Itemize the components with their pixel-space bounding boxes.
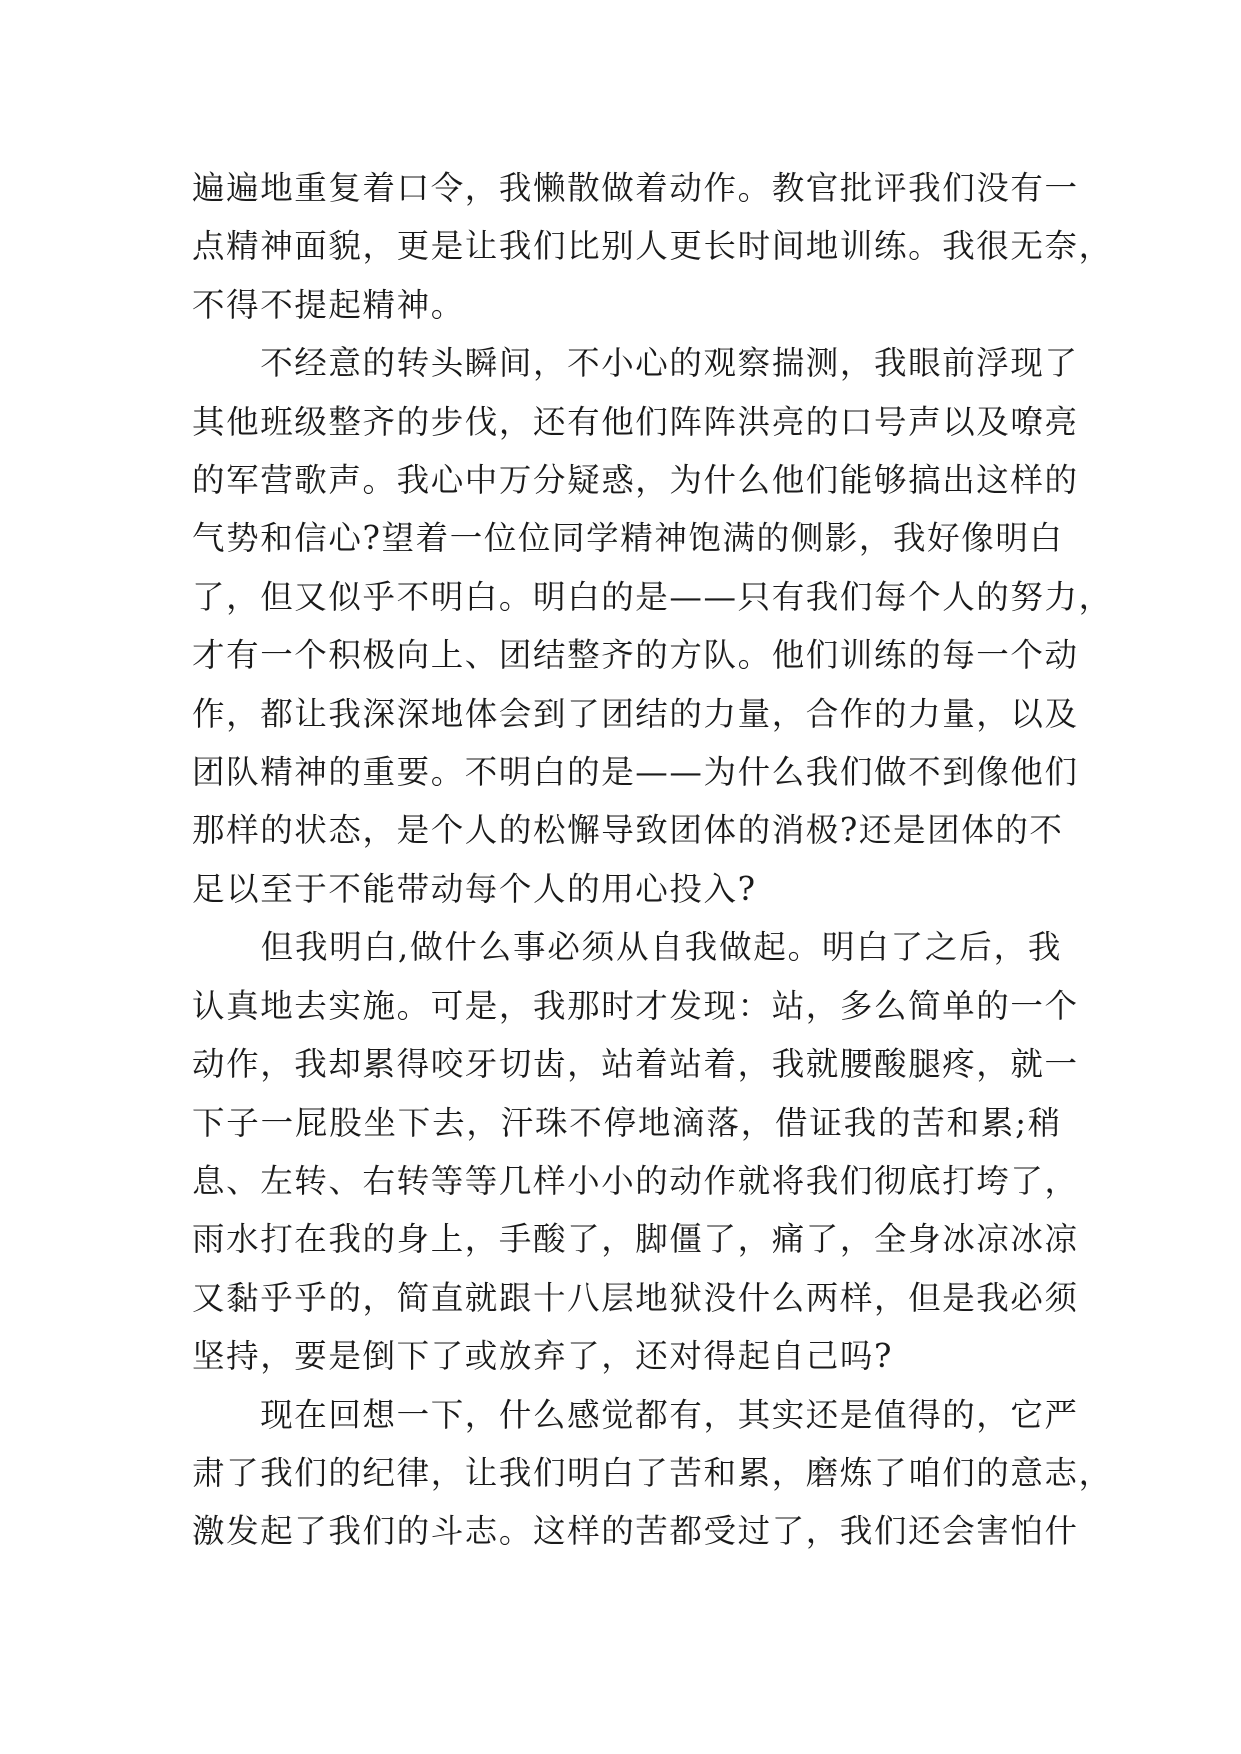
text-line: 的军营歌声。我心中万分疑惑，为什么他们能够搞出这样的 (192, 461, 1079, 500)
text-line: 其他班级整齐的步伐，还有他们阵阵洪亮的口号声以及嘹亮 (192, 402, 1079, 441)
text-line: 雨水打在我的身上，手酸了，脚僵了，痛了，全身冰凉冰凉 (192, 1220, 1079, 1259)
text-line: 坚持，要是倒下了或放弃了，还对得起自己吗? (192, 1337, 894, 1376)
text-line: 才有一个积极向上、团结整齐的方队。他们训练的每一个动 (192, 636, 1079, 675)
paragraph-3 (192, 918, 1079, 1385)
text-line: 点精神面貌，更是让我们比别人更长时间地训练。我很无奈， (192, 227, 1113, 266)
text-line: 那样的状态，是个人的松懈导致团体的消极?还是团体的不 (192, 811, 1064, 850)
text-line: 又黏乎乎的，简直就跟十八层地狱没什么两样，但是我必须 (192, 1278, 1079, 1317)
text-line: 认真地去实施。可是，我那时才发现：站，多么简单的一个 (192, 986, 1079, 1025)
text-line: 不得不提起精神。 (192, 285, 465, 324)
text-line: 现在回想一下，什么感觉都有，其实还是值得的，它严 (192, 1395, 1079, 1434)
document-body (192, 159, 1113, 1561)
text-line: 作，都让我深深地体会到了团结的力量，合作的力量，以及 (192, 694, 1079, 733)
text-line: 气势和信心?望着一位位同学精神饱满的侧影，我好像明白 (192, 519, 1064, 558)
paragraph-4 (192, 1386, 1113, 1561)
text-line: 不经意的转头瞬间，不小心的观察揣测，我眼前浮现了 (192, 344, 1079, 383)
text-line: 足以至于不能带动每个人的用心投入? (192, 869, 757, 908)
text-line: 团队精神的重要。不明白的是——为什么我们做不到像他们 (192, 753, 1079, 792)
text-line: 息、左转、右转等等几样小小的动作就将我们彻底打垮了， (192, 1161, 1079, 1200)
text-line: 了，但又似乎不明白。明白的是——只有我们每个人的努力， (192, 577, 1113, 616)
text-line: 但我明白,做什么事必须从自我做起。明白了之后，我 (192, 928, 1062, 967)
text-line: 遍遍地重复着口令，我懒散做着动作。教官批评我们没有一 (192, 169, 1079, 207)
text-line: 肃了我们的纪律，让我们明白了苦和累，磨炼了咱们的意志， (192, 1453, 1113, 1492)
paragraph-2 (192, 334, 1113, 918)
text-line: 下子一屁股坐下去，汗珠不停地滴落，借证我的苦和累;稍 (192, 1103, 1062, 1142)
text-line: 动作，我却累得咬牙切齿，站着站着，我就腰酸腿疼，就一 (192, 1045, 1079, 1084)
text-line: 激发起了我们的斗志。这样的苦都受过了，我们还会害怕什 (192, 1512, 1079, 1551)
paragraph-1 (192, 159, 1113, 334)
